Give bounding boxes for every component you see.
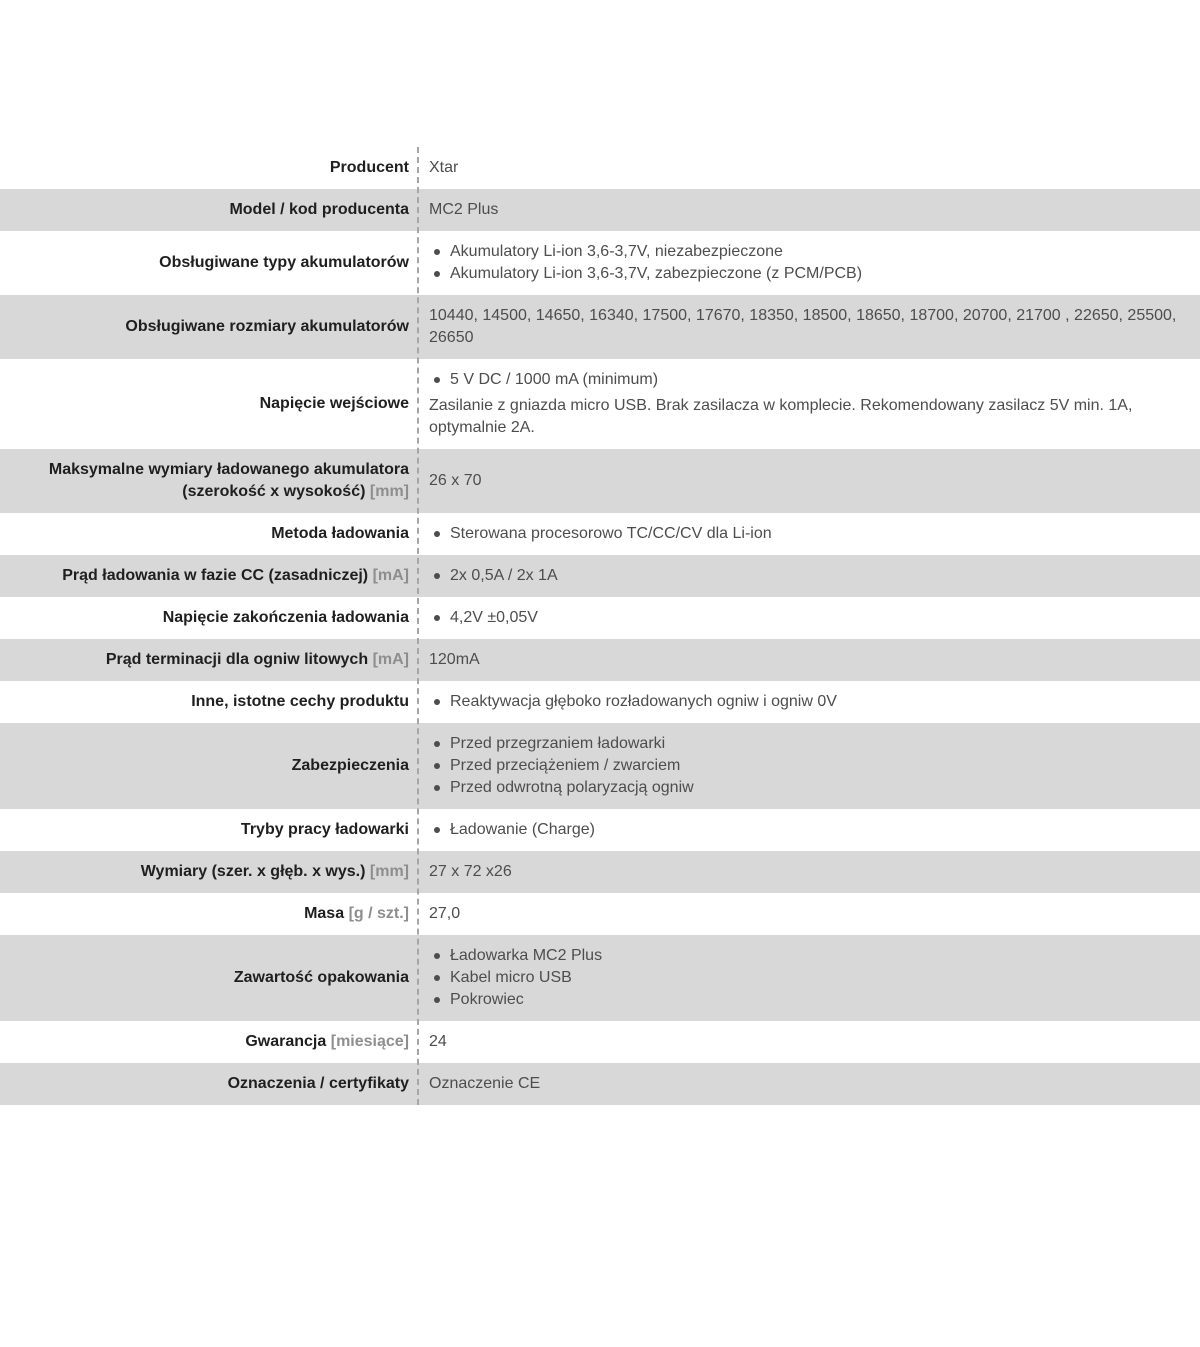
spec-value (417, 189, 1200, 231)
product-spec-table (0, 147, 1200, 1105)
spec-row-oznaczenia (0, 1063, 1200, 1105)
bullet-text: 4,2V ±0,05V (450, 609, 538, 626)
spec-value (417, 1021, 1200, 1063)
spec-label (0, 555, 417, 597)
spec-row-prad-ladowania-cc (0, 555, 1200, 597)
bullet-icon (434, 953, 440, 959)
spec-row-model (0, 189, 1200, 231)
bullet-item (429, 241, 1186, 263)
bullet-item (429, 523, 1186, 545)
spec-value-text: 27,0 (429, 905, 461, 922)
spec-label (0, 723, 417, 809)
spec-label (0, 639, 417, 681)
spec-row-napiecie-zakonczenia (0, 597, 1200, 639)
bullet-icon (434, 531, 440, 537)
spec-value-note: Zasilanie z gniazda micro USB. Brak zasilacza w komplecie. Rekomendowany zasilacz 5V min. 1A, optymalnie 2A. (429, 397, 1133, 436)
spec-value (417, 639, 1200, 681)
bullet-item (429, 989, 1186, 1011)
bullet-list (429, 945, 1186, 1011)
spec-value (417, 597, 1200, 639)
spec-value (417, 449, 1200, 513)
spec-value-text: 24 (429, 1033, 447, 1050)
spec-value (417, 359, 1200, 449)
bullet-text: Sterowana procesorowo TC/CC/CV dla Li-ion (450, 525, 772, 542)
spec-label-text: Prąd terminacji dla ogniw litowych [mA] (105, 651, 409, 668)
bullet-item (429, 369, 1186, 391)
spec-label-text: Masa [g / szt.] (304, 905, 409, 922)
bullet-text: Ładowanie (Charge) (450, 821, 595, 838)
spec-row-rozmiary-akumulatorow (0, 295, 1200, 359)
spec-label (0, 1063, 417, 1105)
spec-label-unit: [mA] (372, 651, 409, 668)
bullet-icon (434, 741, 440, 747)
spec-label (0, 1021, 417, 1063)
spec-label (0, 359, 417, 449)
bullet-icon (434, 249, 440, 255)
spec-label-text: Gwarancja [miesiące] (245, 1033, 409, 1050)
spec-label-unit: [miesiące] (330, 1033, 409, 1050)
bullet-item (429, 819, 1186, 841)
bullet-list (429, 523, 1186, 545)
spec-label (0, 935, 417, 1021)
bullet-item (429, 691, 1186, 713)
bullet-icon (434, 699, 440, 705)
spec-label (0, 231, 417, 295)
spec-value (417, 1063, 1200, 1105)
spec-value (417, 809, 1200, 851)
spec-row-maksymalne-wymiary (0, 449, 1200, 513)
spec-row-inne-cechy (0, 681, 1200, 723)
bullet-item (429, 755, 1186, 777)
bullet-list (429, 241, 1186, 285)
spec-label (0, 681, 417, 723)
bullet-text: Akumulatory Li-ion 3,6-3,7V, niezabezpieczone (450, 243, 783, 260)
bullet-item (429, 607, 1186, 629)
bullet-icon (434, 785, 440, 791)
spec-row-napiecie-wejsciowe (0, 359, 1200, 449)
spec-value (417, 513, 1200, 555)
spec-label-text: Metoda ładowania (271, 525, 409, 542)
bullet-text: Pokrowiec (450, 991, 524, 1008)
spec-row-gwarancja (0, 1021, 1200, 1063)
spec-label (0, 189, 417, 231)
spec-label-unit: [mA] (372, 567, 409, 584)
spec-value (417, 893, 1200, 935)
bullet-icon (434, 271, 440, 277)
spec-label-text: Zabezpieczenia (291, 757, 409, 774)
bullet-text: Reaktywacja głęboko rozładowanych ogniw i ogniw 0V (450, 693, 837, 710)
bullet-text: Przed przeciążeniem / zwarciem (450, 757, 681, 774)
spec-label-text: Producent (329, 159, 409, 176)
spec-value-text: 27 x 72 x26 (429, 863, 512, 880)
spec-label-unit: [g / szt.] (348, 905, 409, 922)
bullet-item (429, 565, 1186, 587)
bullet-text: Przed odwrotną polaryzacją ogniw (450, 779, 694, 796)
bullet-text: 5 V DC / 1000 mA (minimum) (450, 371, 659, 388)
column-divider (417, 147, 419, 1105)
spec-row-typy-akumulatorow (0, 231, 1200, 295)
spec-label-text: Inne, istotne cechy produktu (191, 693, 409, 710)
bullet-text: Akumulatory Li-ion 3,6-3,7V, zabezpieczone (z PCM/PCB) (450, 265, 863, 282)
spec-label (0, 893, 417, 935)
spec-value-text: 120mA (429, 651, 480, 668)
spec-label (0, 513, 417, 555)
spec-label-text: Oznaczenia / certyfikaty (227, 1075, 409, 1092)
spec-row-zawartosc-opakowania (0, 935, 1200, 1021)
spec-row-metoda-ladowania (0, 513, 1200, 555)
spec-value (417, 231, 1200, 295)
bullet-text: Przed przegrzaniem ładowarki (450, 735, 666, 752)
spec-label-text: Obsługiwane typy akumulatorów (159, 254, 409, 271)
bullet-text: Kabel micro USB (450, 969, 572, 986)
bullet-text: 2x 0,5A / 2x 1A (450, 567, 558, 584)
spec-label-text: Wymiary (szer. x głęb. x wys.) [mm] (140, 863, 409, 880)
bullet-icon (434, 377, 440, 383)
bullet-icon (434, 573, 440, 579)
spec-label-unit: [mm] (369, 863, 409, 880)
spec-label-text: Maksymalne wymiary ładowanego akumulatora (szerokość x wysokość) [mm] (48, 461, 409, 500)
bullet-icon (434, 975, 440, 981)
spec-value-text: 10440, 14500, 14650, 16340, 17500, 17670, 18350, 18500, 18650, 18700, 20700, 21700 , 22650, 25500, 26650 (429, 307, 1177, 346)
bullet-item (429, 945, 1186, 967)
bullet-list (429, 369, 1186, 391)
spec-value-text: 26 x 70 (429, 472, 482, 489)
spec-value (417, 851, 1200, 893)
spec-label-text: Obsługiwane rozmiary akumulatorów (125, 318, 409, 335)
spec-value-text: Xtar (429, 159, 459, 176)
spec-label-text: Napięcie wejściowe (259, 395, 409, 412)
spec-value (417, 295, 1200, 359)
spec-row-masa (0, 893, 1200, 935)
spec-label (0, 147, 417, 189)
spec-row-prad-terminacji (0, 639, 1200, 681)
spec-label-text: Zawartość opakowania (233, 969, 409, 986)
spec-label (0, 449, 417, 513)
bullet-list (429, 733, 1186, 799)
spec-row-zabezpieczenia (0, 723, 1200, 809)
spec-value (417, 935, 1200, 1021)
spec-label-text: Prąd ładowania w fazie CC (zasadniczej) [mA] (62, 567, 409, 584)
bullet-item (429, 263, 1186, 285)
spec-value (417, 147, 1200, 189)
spec-label (0, 597, 417, 639)
spec-row-producent (0, 147, 1200, 189)
bullet-icon (434, 997, 440, 1003)
spec-row-tryby-pracy (0, 809, 1200, 851)
spec-label-text: Model / kod producenta (229, 201, 409, 218)
bullet-list (429, 819, 1186, 841)
spec-label (0, 851, 417, 893)
spec-value (417, 723, 1200, 809)
bullet-item (429, 777, 1186, 799)
bullet-item (429, 967, 1186, 989)
spec-value (417, 681, 1200, 723)
spec-label-text: Napięcie zakończenia ładowania (162, 609, 409, 626)
spec-label-text: Tryby pracy ładowarki (240, 821, 409, 838)
bullet-item (429, 733, 1186, 755)
spec-row-wymiary (0, 851, 1200, 893)
spec-label (0, 809, 417, 851)
spec-label (0, 295, 417, 359)
bullet-icon (434, 763, 440, 769)
spec-value-text: MC2 Plus (429, 201, 499, 218)
bullet-icon (434, 827, 440, 833)
bullet-icon (434, 615, 440, 621)
bullet-text: Ładowarka MC2 Plus (450, 947, 603, 964)
bullet-list (429, 691, 1186, 713)
spec-label-unit: [mm] (369, 483, 409, 500)
spec-value (417, 555, 1200, 597)
bullet-list (429, 565, 1186, 587)
bullet-list (429, 607, 1186, 629)
spec-value-text: Oznaczenie CE (429, 1075, 541, 1092)
